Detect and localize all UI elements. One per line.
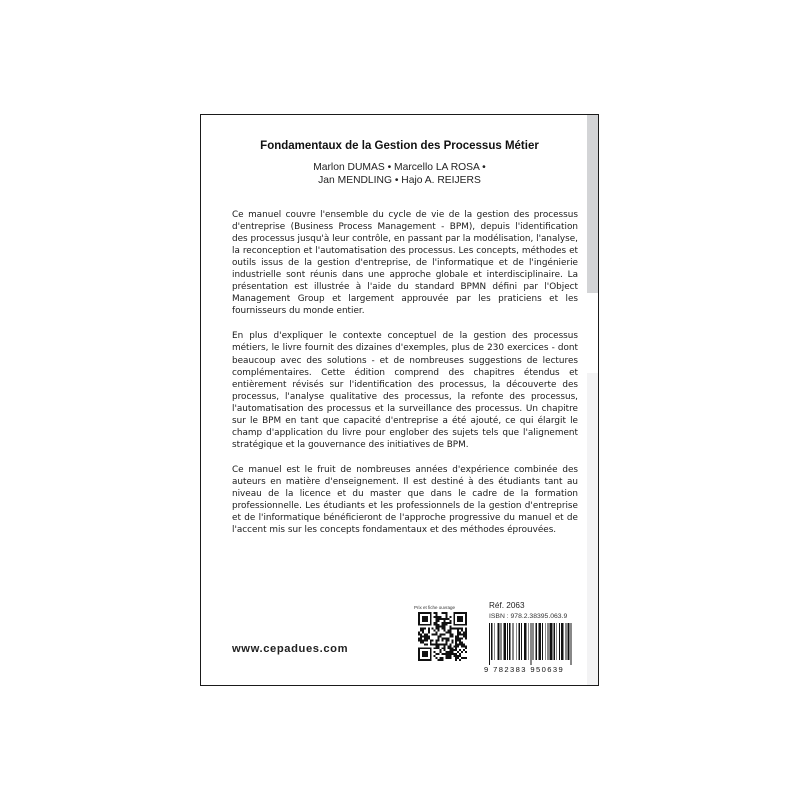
description — [232, 209, 578, 549]
barcode-icon — [487, 623, 581, 665]
qr-code-icon — [418, 612, 467, 661]
gray-edge-strip-bottom — [587, 373, 598, 685]
book-authors — [201, 161, 598, 187]
description-paragraph-1: Ce manuel couvre l'ensemble du cycle de vie de la gestion des processus d'entreprise (Business Process Management - BPM), depuis l'identification des processus jusqu'à leur contrôle, en passant par la modélisation, l'analyse, la reconception et l'automatisation des processus. Les concepts, méthodes et outils issus de la gestion d'entreprise, de l'informatique et de l'ingénierie industrielle sont réunis dans une approche globale et interdisciplinaire. La présentation est illustrée à l'aide du standard BPMN défini par l'Object Management Group et largement approuvée par les praticiens et les fournisseurs du monde entier. — [232, 210, 578, 317]
book-title: Fondamentaux de la Gestion des Processus Métier — [260, 140, 539, 152]
barcode-number: 9 782383 950639 — [484, 665, 565, 674]
authors-line-1: Marlon DUMAS • Marcello LA ROSA • — [313, 162, 486, 173]
reference-number: Réf. 2063 — [489, 601, 525, 610]
book-back-cover — [200, 114, 599, 686]
description-paragraph-2: En plus d'expliquer le contexte conceptuel de la gestion des processus métiers, le livre fournit des dizaines d'exemples, plus de 230 exercices - dont beaucoup avec des solutions - et de nombreuses suggestions de lectures complémentaires. Cette édition comprend des chapitres étendus et entièrement révisés sur l'identification des processus, la découverte des processus, l'analyse qualitative des processus, la refonte des processus, l'automatisation des processus et la surveillance des processus. Un chapitre sur le BPM en tant que capacité d'entreprise a été ajouté, ce qui élargit le champ d'application du livre pour englober des sujets tels que l'alignement stratégique et la gouvernance des initiatives de BPM. — [232, 331, 578, 450]
description-paragraph-3: Ce manuel est le fruit de nombreuses années d'expérience combinée des auteurs en matière d'enseignement. Il est destiné à des étudiants tant au niveau de la licence et du master que dans le cadre de la formation professionnelle. Les étudiants et les professionnels de la gestion d'entreprise et de l'informatique bénéficieront de l'approche progressive du manuel et de l'accent mis sur les concepts fondamentaux et des méthodes éprouvées. — [232, 464, 578, 536]
publisher-website: www.cepadues.com — [232, 643, 349, 655]
authors-line-2: Jan MENDLING • Hajo A. REIJERS — [318, 175, 481, 186]
qr-caption: Prix et fiche ouvrage — [414, 605, 456, 610]
isbn: ISBN : 978.2.38395.063.9 — [489, 613, 568, 620]
